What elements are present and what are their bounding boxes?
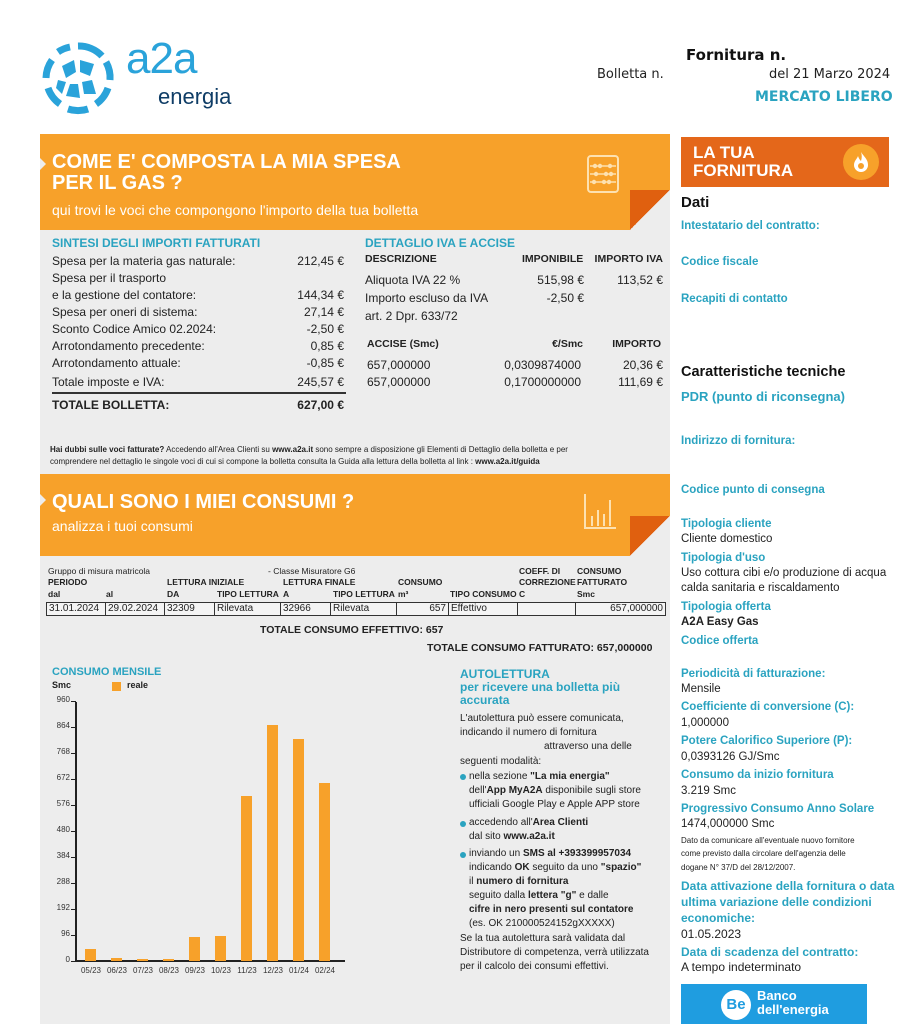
dati-title: Dati	[681, 194, 710, 211]
tipologia-offerta-label: Tipologia offerta	[681, 601, 771, 613]
cell-tipo-lettura-2: Rilevata	[330, 602, 397, 616]
autolettura-option-sms	[469, 847, 631, 860]
iva-imponibile: 515,98 €	[537, 273, 584, 287]
accise-col-smc: ACCISE (Smc)	[367, 338, 439, 350]
autolettura-title	[460, 668, 620, 707]
text: disponibile sugli store	[542, 785, 641, 796]
autolettura-option-sms	[469, 861, 641, 874]
chart-title: CONSUMO MENSILE	[52, 666, 162, 678]
autolettura-outro: Se la tua autolettura sarà validata dal	[460, 933, 626, 944]
iva-title: DETTAGLIO IVA E ACCISE	[365, 236, 516, 250]
text: lettera "g"	[527, 890, 577, 901]
tipologia-uso-value: calda sanitaria e riscaldamento	[681, 582, 840, 594]
chart-bar	[111, 958, 122, 961]
y-tick-label: 864	[56, 721, 70, 730]
iva-importo: 113,52 €	[617, 273, 663, 287]
x-tick-label: 10/23	[210, 966, 232, 975]
autolettura-sms-example: (es. OK 210000524152gXXXXX)	[469, 918, 615, 929]
classe-misuratore-label: - Classe Misuratore G6	[268, 566, 356, 576]
autolettura-option-sms	[469, 875, 568, 888]
consumo-inizio-label: Consumo da inizio fornitura	[681, 769, 834, 781]
col-coeff-1: COEFF. DI	[519, 566, 561, 576]
iva-col-descrizione: DESCRIZIONE	[365, 253, 437, 265]
autolettura-option-sms: cifre in nero presenti sul contatore	[469, 904, 634, 915]
a2a-logo	[40, 34, 240, 112]
autolettura-intro: L'autolettura può essere comunicata,	[460, 713, 624, 724]
banco-energia-logo-icon: Be	[721, 990, 751, 1020]
banco-energia-badge[interactable]	[681, 984, 867, 1024]
sintesi-value: 212,45 €	[297, 254, 344, 268]
autolettura-title-2: per ricevere una bolletta più	[460, 680, 621, 694]
bolletta-number-label: Bolletta n.	[597, 67, 664, 82]
cell-fatturato: 657,000000	[575, 602, 666, 616]
text: seguito dalla	[469, 890, 528, 901]
cell-tipo-lettura-1: Rilevata	[214, 602, 281, 616]
col-fatturato-1: CONSUMO	[577, 566, 622, 576]
chart-bar	[215, 936, 226, 961]
y-tick-label: 672	[56, 773, 70, 782]
x-tick-label: 11/23	[237, 966, 257, 975]
abacus-icon	[586, 154, 620, 194]
y-tick-mark	[71, 805, 76, 806]
col-tipo-lettura-1: TIPO LETTURA	[217, 589, 279, 599]
spesa-banner	[40, 134, 670, 230]
legend-label-reale: reale	[127, 680, 149, 690]
x-tick-label: 08/23	[158, 966, 180, 975]
text: indicando	[469, 862, 515, 873]
bar-chart-icon	[582, 492, 618, 532]
x-tick-label: 06/23	[106, 966, 128, 975]
note-text: comprendere nel dettaglio le singole voci di cui si compone la bolletta consulta la Guida alla lettura della bolletta al link :	[50, 457, 476, 466]
potere-calorifico-label: Potere Calorifico Superiore (P):	[681, 735, 853, 747]
sintesi-label: Totale imposte e IVA:	[52, 375, 165, 389]
cell-al: 29.02.2024	[105, 602, 165, 616]
col-al: al	[106, 589, 114, 599]
sintesi-value: -2,50 €	[306, 322, 344, 336]
progressivo-value: 1474,000000 Smc	[681, 818, 775, 830]
col-m3: m³	[398, 589, 409, 599]
tipologia-cliente-label: Tipologia cliente	[681, 518, 772, 530]
iva-col-imponibile: IMPONIBILE	[522, 253, 584, 265]
col-coeff-2: CORREZIONE	[519, 577, 576, 587]
sintesi-label: Arrotondamento attuale:	[52, 356, 181, 370]
guida-note	[50, 444, 660, 468]
autolettura-option-app	[469, 770, 610, 783]
sintesi-label: Spesa per il trasporto	[52, 271, 167, 285]
bullet-dot-icon	[460, 821, 466, 827]
sintesi-label: e la gestione del contatore:	[52, 288, 197, 302]
text: "spazio"	[600, 862, 642, 873]
y-tick-mark	[71, 935, 76, 936]
autolettura-title-3: accurata	[460, 693, 510, 707]
banner-notch	[40, 158, 46, 170]
chart-bar	[241, 796, 252, 961]
text: "La mia energia"	[530, 771, 610, 782]
totale-bolletta-label: TOTALE BOLLETTA:	[52, 398, 170, 412]
sintesi-value: 245,57 €	[297, 375, 344, 389]
logo-a2a-text: a2a	[126, 34, 197, 83]
autolettura-intro: indicando il numero di fornitura	[460, 727, 597, 738]
spesa-banner-title-2: PER IL GAS ?	[52, 172, 183, 194]
chart-bar	[189, 937, 200, 961]
cell-consumo: 657	[396, 602, 449, 616]
sintesi-value: 0,85 €	[310, 339, 344, 353]
col-periodo: PERIODO	[48, 577, 88, 587]
y-tick-label: 96	[61, 929, 70, 938]
col-tipo-lettura-2: TIPO LETTURA	[333, 589, 395, 599]
y-tick-mark	[71, 961, 76, 962]
sintesi-value: 27,14 €	[303, 305, 344, 319]
text: SMS al +393399957034	[522, 848, 632, 859]
y-tick-mark	[71, 701, 76, 702]
autolettura-option-web	[469, 816, 588, 829]
consumi-banner-title: QUALI SONO I MIEI CONSUMI ?	[52, 491, 355, 513]
x-tick-label: 09/23	[184, 966, 206, 975]
attivazione-value: 01.05.2023	[681, 927, 742, 941]
y-tick-mark	[71, 779, 76, 780]
totale-consumo-effettivo: TOTALE CONSUMO EFFETTIVO: 657	[260, 624, 444, 636]
chart-y-axis	[75, 702, 77, 962]
accise-eur-smc: 0,0309874000	[504, 358, 581, 372]
banner-fold-corner	[630, 516, 670, 556]
total-divider	[52, 392, 346, 394]
cell-tipo-consumo: Effettivo	[448, 602, 518, 616]
text: dal sito	[469, 831, 504, 842]
y-tick-label: 192	[56, 903, 70, 912]
periodicita-value: Mensile	[681, 683, 721, 695]
x-tick-label: 07/23	[132, 966, 154, 975]
banco-energia-text	[757, 989, 829, 1017]
potere-calorifico-value: 0,0393126 GJ/Smc	[681, 751, 780, 763]
pdr-label: PDR (punto di riconsegna)	[681, 389, 845, 404]
cell-da: 32309	[164, 602, 215, 616]
y-tick-mark	[71, 909, 76, 910]
coeff-conversione-label: Coefficiente di conversione (C):	[681, 701, 855, 713]
text: accedendo all'	[469, 817, 533, 828]
scadenza-value: A tempo indeterminato	[681, 960, 802, 974]
cell-a: 32966	[280, 602, 331, 616]
sintesi-label: Spesa per oneri di sistema:	[52, 305, 198, 319]
consumi-banner-subtitle: analizza i tuoi consumi	[52, 518, 193, 534]
x-tick-label: 01/24	[288, 966, 310, 975]
text: e dalle	[576, 890, 609, 901]
col-coeff-3: C	[519, 589, 526, 599]
attivazione-label: economiche:	[681, 911, 756, 925]
chart-y-unit: Smc	[52, 680, 72, 690]
banner-fold-corner	[630, 190, 670, 230]
accise-eur-smc: 0,1700000000	[504, 375, 581, 389]
col-fatturato-2: FATTURATO	[577, 577, 628, 587]
iva-descrizione: Importo escluso da IVA	[365, 291, 489, 305]
y-tick-mark	[71, 831, 76, 832]
cell-dal: 31.01.2024	[46, 602, 106, 616]
text: il	[469, 876, 477, 887]
a2a-logo-mark-icon	[40, 40, 116, 116]
bullet-dot-icon	[460, 774, 466, 780]
x-tick-label: 02/24	[314, 966, 336, 975]
codice-fiscale-label: Codice fiscale	[681, 256, 759, 268]
y-tick-label: 0	[65, 955, 70, 964]
guida-link[interactable]: www.a2a.it/guida	[475, 457, 540, 466]
text: seguito da uno	[529, 862, 601, 873]
tipologia-offerta-value: A2A Easy Gas	[681, 616, 759, 628]
scadenza-label: Data di scadenza del contratto:	[681, 945, 859, 959]
flame-icon	[843, 144, 879, 180]
bullet-dot-icon	[460, 852, 466, 858]
consumo-inizio-value: 3.219 Smc	[681, 785, 736, 797]
text: App MyA2A	[486, 785, 543, 796]
y-tick-mark	[71, 857, 76, 858]
col-lettura-iniziale: LETTURA INIZIALE	[167, 577, 245, 587]
fornitura-banner-line-1: LA TUA	[693, 143, 755, 162]
accise-col-importo: IMPORTO	[612, 338, 661, 350]
totale-bolletta-value: 627,00 €	[297, 398, 344, 412]
tipologia-uso-label: Tipologia d'uso	[681, 552, 766, 564]
recapiti-label: Recapiti di contatto	[681, 293, 788, 305]
sintesi-label: Arrotondamento precedente:	[52, 339, 205, 353]
accise-col-eur-smc: €/Smc	[552, 338, 583, 350]
autolettura-option-sms	[469, 889, 609, 902]
chart-bar	[319, 783, 330, 961]
fornitura-number-label: Fornitura n.	[686, 46, 787, 64]
col-tipo-consumo: TIPO CONSUMO	[450, 589, 517, 599]
accise-smc: 657,000000	[367, 358, 431, 372]
chart-bar	[267, 725, 278, 961]
autolettura-option-app	[469, 784, 641, 797]
periodicita-label: Periodicità di fatturazione:	[681, 668, 826, 680]
autolettura-option-web	[469, 830, 555, 843]
text: dell'	[469, 785, 487, 796]
totale-consumo-fatturato: TOTALE CONSUMO FATTURATO: 657,000000	[427, 642, 653, 654]
left-panel	[40, 134, 670, 1024]
text: Area Clienti	[532, 817, 589, 828]
col-lettura-finale: LETTURA FINALE	[283, 577, 356, 587]
note-question: Hai dubbi sulle voci fatturate?	[50, 445, 165, 454]
attivazione-label: Data attivazione della fornitura o data	[681, 879, 895, 893]
autolettura-intro: seguenti modalità:	[460, 756, 542, 767]
text: nella sezione	[469, 771, 531, 782]
col-a: A	[283, 589, 290, 599]
autolettura-outro: per il calcolo dei consumi effettivi.	[460, 961, 609, 972]
caratteristiche-title: Caratteristiche tecniche	[681, 364, 846, 380]
y-tick-label: 480	[56, 825, 70, 834]
spesa-banner-title-1: COME E' COMPOSTA LA MIA SPESA	[52, 151, 401, 173]
col-dal: dal	[48, 589, 61, 599]
fornitura-banner-line-2: FORNITURA	[693, 161, 794, 180]
y-tick-mark	[71, 883, 76, 884]
iva-col-importo: IMPORTO IVA	[594, 253, 663, 265]
x-tick-label: 05/23	[80, 966, 102, 975]
autolettura-outro: Distributore di competenza, verrà utilizzata	[460, 947, 649, 958]
chart-bar	[293, 739, 304, 961]
chart-bar	[137, 959, 148, 961]
y-tick-label: 768	[56, 747, 70, 756]
y-tick-label: 960	[56, 695, 70, 704]
mercato-type: MERCATO LIBERO	[755, 89, 893, 105]
fornitura-banner	[681, 137, 889, 187]
sintesi-label: Spesa per la materia gas naturale:	[52, 254, 236, 268]
legend-swatch-reale	[112, 682, 121, 691]
autolettura-option-app: ufficiali Google Play e Apple APP store	[469, 799, 640, 810]
note-text: sono sempre a disposizione gli Elementi di Dettaglio della bolletta e per	[313, 445, 568, 454]
banco-line-2: dell'energia	[757, 1002, 829, 1017]
y-tick-mark	[71, 753, 76, 754]
codice-offerta-label: Codice offerta	[681, 635, 759, 647]
autolettura-intro: attraverso una delle	[544, 741, 632, 752]
banco-line-1: Banco	[757, 988, 797, 1003]
autolettura-title-1: AUTOLETTURA	[460, 667, 550, 681]
bolletta-date: del 21 Marzo 2024	[769, 67, 891, 82]
cell-coeff	[517, 602, 576, 616]
spesa-banner-subtitle: qui trovi le voci che compongono l'importo della tua bolletta	[52, 202, 419, 218]
y-tick-label: 576	[56, 799, 70, 808]
col-consumo: CONSUMO	[398, 577, 443, 587]
indirizzo-label: Indirizzo di fornitura:	[681, 435, 796, 447]
note-text: Accedendo all'Area Clienti su	[164, 445, 273, 454]
area-clienti-link[interactable]: www.a2a.it	[272, 445, 314, 454]
accise-importo: 20,36 €	[622, 358, 663, 372]
coeff-conversione-value: 1,000000	[681, 717, 729, 729]
x-tick-label: 12/23	[262, 966, 284, 975]
col-da: DA	[167, 589, 180, 599]
tipologia-cliente-value: Cliente domestico	[681, 533, 773, 545]
logo-energia-text: energia	[158, 84, 232, 109]
a2a-website-link[interactable]: www.a2a.it	[503, 831, 555, 842]
iva-imponibile: -2,50 €	[546, 291, 584, 305]
y-tick-label: 384	[56, 851, 70, 860]
sintesi-value: -0,85 €	[306, 356, 344, 370]
chart-bar	[163, 959, 174, 961]
col-fatturato-3: Smc	[577, 589, 595, 599]
intestatario-label: Intestatario del contratto:	[681, 220, 820, 232]
text: OK	[514, 862, 530, 873]
iva-descrizione: art. 2 Dpr. 633/72	[365, 309, 458, 323]
progressivo-note: dogane N° 37/D del 28/12/2007.	[681, 863, 796, 872]
text: inviando un	[469, 848, 523, 859]
progressivo-note: Dato da comunicare all'eventuale nuovo fornitore	[681, 836, 855, 845]
iva-descrizione: Aliquota IVA 22 %	[365, 273, 461, 287]
progressivo-label: Progressivo Consumo Anno Solare	[681, 803, 875, 815]
fornitura-banner-title	[693, 144, 793, 180]
consumi-banner	[40, 474, 670, 556]
y-tick-mark	[71, 727, 76, 728]
sintesi-title: SINTESI DEGLI IMPORTI FATTURATI	[52, 236, 261, 250]
y-tick-label: 288	[56, 877, 70, 886]
accise-importo: 111,69 €	[618, 375, 663, 389]
banner-notch	[40, 494, 46, 506]
sintesi-value: 144,34 €	[297, 288, 344, 302]
attivazione-label: ultima variazione delle condizioni	[681, 895, 872, 909]
gruppo-misura-label: Gruppo di misura matricola	[48, 566, 151, 576]
accise-smc: 657,000000	[367, 375, 431, 389]
text: numero di fornitura	[476, 876, 569, 887]
sintesi-label: Sconto Codice Amico 02.2024:	[52, 322, 217, 336]
progressivo-note: come previsto dalla circolare dell'agenzia delle	[681, 849, 846, 858]
chart-bar	[85, 949, 96, 961]
codice-punto-label: Codice punto di consegna	[681, 484, 825, 496]
tipologia-uso-value: Uso cottura cibi e/o produzione di acqua	[681, 567, 887, 579]
